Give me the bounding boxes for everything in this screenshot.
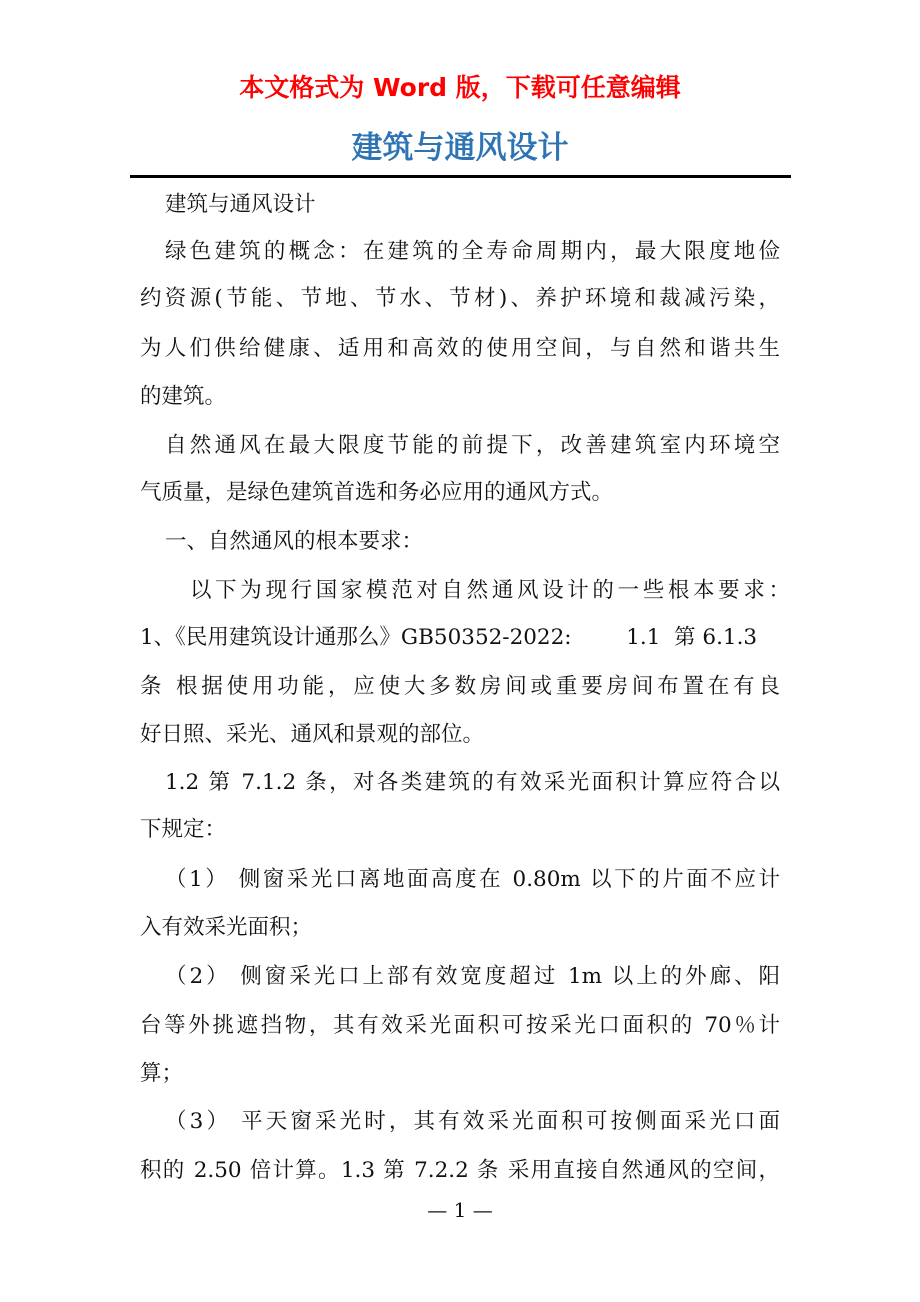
body-line: 约资源(节能、节地、节水、节材)、养护环境和裁减污染， [140, 286, 780, 311]
body-line: 1、《民用建筑设计通那么》GB50352-2022: 1.1 第 6.1.3 [140, 625, 758, 650]
body-line: 积的 2.50 倍计算。1.3 第 7.2.2 条 采用直接自然通风的空间， [140, 1158, 780, 1183]
document-title: 建筑与通风设计 [351, 130, 569, 166]
header-divider [130, 175, 791, 178]
body-line: 建筑与通风设计 [165, 192, 316, 217]
body-line: 条 根据使用功能，应使大多数房间或重要房间布置在有良 [140, 674, 780, 699]
body-line: 气质量，是绿色建筑首选和务必应用的通风方式。 [140, 480, 614, 505]
body-line: 入有效采光面积； [140, 915, 313, 940]
body-line: 为人们供给健康、适用和高效的使用空间，与自然和谐共生 [140, 336, 780, 361]
body-line: 下规定： [140, 817, 227, 842]
body-line: 绿色建筑的概念：在建筑的全寿命周期内，最大限度地俭 [165, 239, 780, 264]
body-line: （3） 平天窗采光时，其有效采光面积可按侧面采光口面 [165, 1109, 780, 1134]
body-line: 台等外挑遮挡物，其有效采光面积可按采光口面积的 70％计 [140, 1013, 780, 1038]
body-line: 1.2 第 7.1.2 条，对各类建筑的有效采光面积计算应符合以 [165, 770, 780, 795]
download-banner: 本文格式为 Word 版，下载可任意编辑 [239, 73, 681, 102]
page-number: — 1 — [427, 1198, 493, 1222]
body-line: 算； [140, 1061, 184, 1086]
body-line: （2） 侧窗采光口上部有效宽度超过 1m 以上的外廊、阳 [165, 964, 780, 989]
body-line: 的建筑。 [140, 384, 227, 409]
body-line: 自然通风在最大限度节能的前提下，改善建筑室内环境空 [165, 433, 780, 458]
body-line: 好日照、采光、通风和景观的部位。 [140, 722, 485, 747]
section-heading: 一、自然通风的根本要求： [165, 529, 424, 554]
body-line: （1） 侧窗采光口离地面高度在 0.80m 以下的片面不应计 [165, 867, 780, 892]
body-line: 以下为现行国家模范对自然通风设计的一些根本要求： [190, 578, 790, 603]
